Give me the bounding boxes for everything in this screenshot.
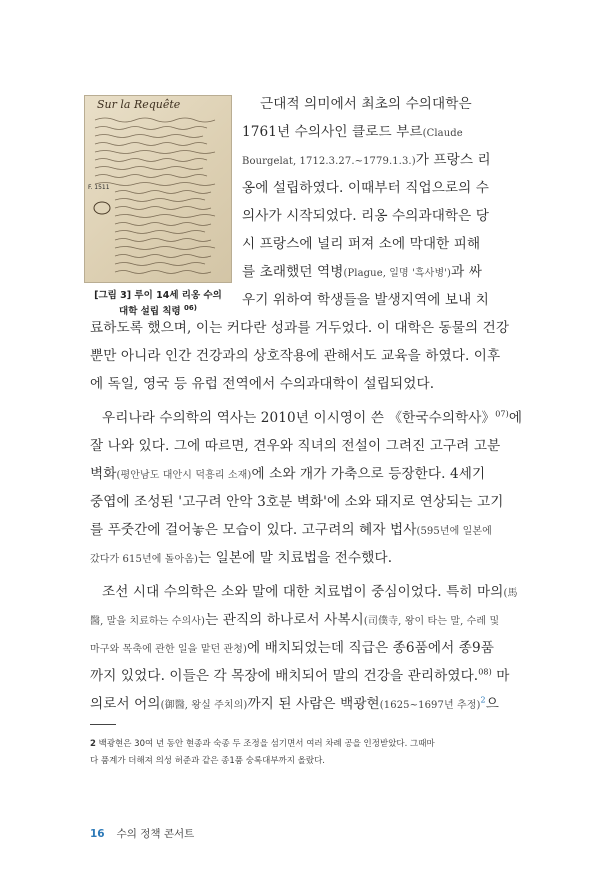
book-title: 수의 정책 콘서트 <box>116 828 195 840</box>
figure-label: [그림 3] <box>94 290 132 301</box>
page-number: 16 <box>90 828 105 840</box>
body-line: 1761년 수의사인 클로드 부르(Claude <box>242 124 463 140</box>
figure-caption <box>84 289 232 318</box>
body-line: 잘 나와 있다. 그에 따르면, 견우와 직녀의 전설이 그려진 고구려 고분 <box>90 438 501 454</box>
body-line: 의로서 어의(御醫, 왕실 주치의)까지 된 사람은 백광현(1625~1697년 추정)$^2$으 <box>90 695 499 712</box>
body-line: 에 독일, 영국 등 유럽 전역에서 수의과대학이 설립되었다. <box>90 376 435 392</box>
body-line: 를 푸줏간에 걸어놓은 모습이 있다. 고구려의 혜자 법사(595년에 일본에 <box>90 522 492 538</box>
footnote-mark: 2 <box>90 739 96 749</box>
body-line: Bourgelat, 1712.3.27.~1779.1.3.)가 프랑스 리 <box>242 152 491 168</box>
manuscript-ref: F. 1511 <box>88 184 110 191</box>
figure-3 <box>84 95 232 318</box>
body-line: 료하도록 했으며, 이는 커다란 성과를 거두었다. 이 대학은 동물의 건강 <box>90 320 510 336</box>
body-line: 갔다가 615년에 돌아옴)는 일본에 말 치료법을 전수했다. <box>90 550 393 566</box>
footnote-line1: 백광현은 30여 년 동안 현종과 숙종 두 조정을 섬기면서 여러 차례 공을 인정받았다. 그때마 <box>95 739 435 749</box>
manuscript-heading: Sur la Requête <box>97 98 181 111</box>
figure-caption-ref: 06) <box>184 304 197 312</box>
footnote-divider <box>90 724 116 725</box>
body-line: 를 초래했던 역병(Plague, 일명 '흑사병')과 싸 <box>242 264 482 280</box>
body-line: 의사가 시작되었다. 리옹 수의과대학은 당 <box>242 208 490 224</box>
body-line: 조선 시대 수의학은 소와 말에 대한 치료법이 중심이었다. 특히 마의(馬 <box>102 584 518 600</box>
footnote-line2: 다 품계가 더해져 의성 허준과 같은 종1품 숭록대부까지 올랐다. <box>90 756 326 766</box>
figure-caption-line2: 대학 설립 칙령 <box>119 306 181 318</box>
body-line: 우기 위하여 학생들을 발생지역에 보내 치 <box>242 292 490 308</box>
body-line: 옹에 설립하였다. 이때부터 직업으로의 수 <box>242 180 490 196</box>
body-line: 시 프랑스에 널리 퍼져 소에 막대한 피해 <box>242 236 481 252</box>
body-line: 우리나라 수의학의 역사는 2010년 이시영이 쓴 《한국수의학사》$^{07)}$에 <box>102 409 523 426</box>
body-line: 뿐만 아니라 인간 건강과의 상호작용에 관해서도 교육을 하였다. 이후 <box>90 348 501 364</box>
body-line: 중엽에 조성된 '고구려 안악 3호분 벽화'에 소와 돼지로 연상되는 고기 <box>90 494 504 510</box>
body-line: 마구와 목축에 관한 일을 맡던 관청)에 배치되었는데 직급은 종6품에서 종9품 <box>90 640 494 656</box>
figure-caption-line1: 루이 14세 리옹 수의 <box>131 290 222 301</box>
folio <box>90 826 194 841</box>
body-line: 醫, 말을 치료하는 수의사)는 관직의 하나로서 사복시(司僕寺, 왕이 타는 말, 수레 및 <box>90 612 500 628</box>
body-line: 까지 있었다. 이들은 각 목장에 배치되어 말의 건강을 관리하였다.$^{08)}$ 마 <box>90 667 510 684</box>
footnote <box>90 736 515 770</box>
body-line: 벽화(평안남도 대안시 덕흥리 소재)에 소와 개가 가축으로 등장한다. 4세기 <box>90 466 486 482</box>
body-line: 근대적 의미에서 최초의 수의대학은 <box>260 96 472 112</box>
manuscript-image <box>84 95 232 283</box>
